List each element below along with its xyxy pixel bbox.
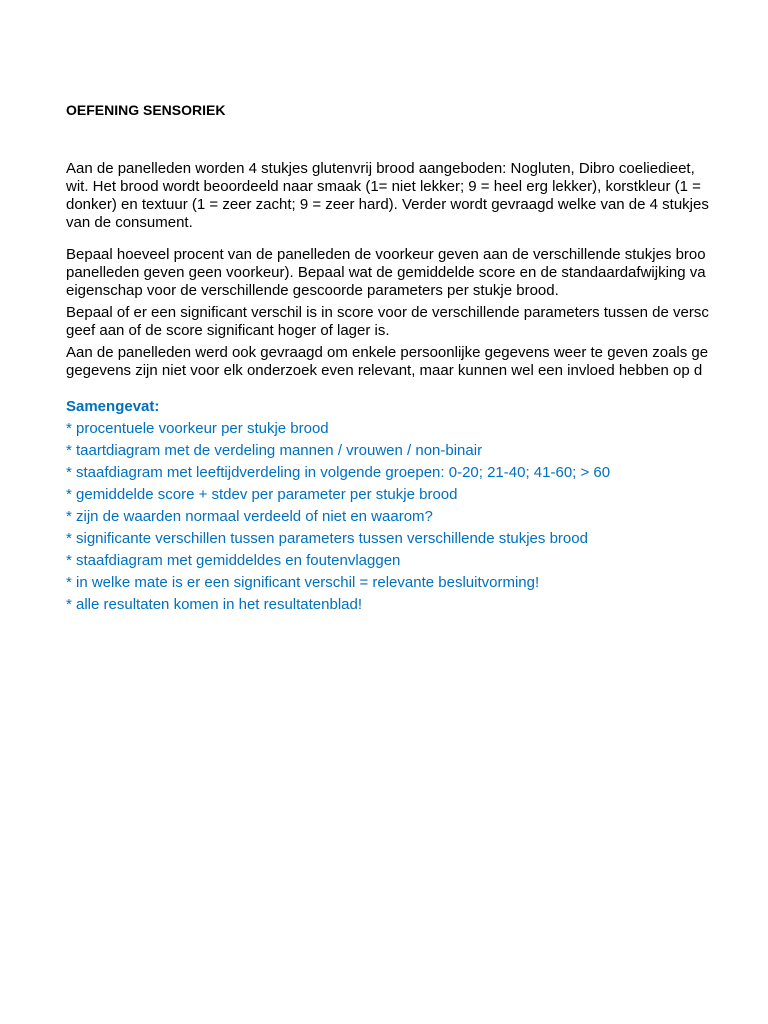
summary-list — [66, 418, 768, 616]
paragraph-line: van de consument. — [66, 214, 193, 231]
document-content — [66, 100, 768, 616]
summary-item: * zijn de waarden normaal verdeeld of niet en waarom? — [66, 508, 433, 525]
summary-item: * gemiddelde score + stdev per parameter per stukje brood — [66, 486, 458, 503]
summary-item: * alle resultaten komen in het resultatenblad! — [66, 596, 363, 613]
paragraph-line: gegevens zijn niet voor elk onderzoek even relevant, maar kunnen wel een invloed hebben op d — [66, 362, 703, 379]
summary-item: * in welke mate is er een significant verschil = relevante besluitvorming! — [66, 574, 540, 591]
preference-paragraph — [66, 246, 768, 300]
paragraph-line: panelleden geven geen voorkeur). Bepaal wat de gemiddelde score en de standaardafwijking va — [66, 264, 706, 281]
significance-paragraph — [66, 304, 768, 340]
paragraph-line: donker) en textuur (1 = zeer zacht; 9 = zeer hard). Verder wordt gevraagd welke van de 4 stukjes — [66, 196, 709, 213]
summary-item: * taartdiagram met de verdeling mannen / vrouwen / non-binair — [66, 442, 483, 459]
paragraph-line: Bepaal hoeveel procent van de panelleden de voorkeur geven aan de verschillende stukjes broo — [66, 246, 706, 263]
summary-item: * staafdiagram met leeftijdverdeling in volgende groepen: 0-20; 21-40; 41-60; > 60 — [66, 464, 611, 481]
intro-paragraph — [66, 160, 768, 232]
document-title: OEFENING SENSORIEK — [66, 102, 226, 118]
paragraph-line: Aan de panelleden worden 4 stukjes glutenvrij brood aangeboden: Nogluten, Dibro coeliedieet, — [66, 160, 695, 177]
personal-data-paragraph — [66, 344, 768, 380]
summary-item: * staafdiagram met gemiddeldes en foutenvlaggen — [66, 552, 401, 569]
summary-section — [66, 396, 768, 616]
summary-title: Samengevat: — [66, 398, 160, 415]
summary-item: * significante verschillen tussen parameters tussen verschillende stukjes brood — [66, 530, 588, 547]
paragraph-line: wit. Het brood wordt beoordeeld naar smaak (1= niet lekker; 9 = heel erg lekker), korstkleur (1 = — [66, 178, 701, 195]
summary-item: * procentuele voorkeur per stukje brood — [66, 420, 329, 437]
paragraph-line: eigenschap voor de verschillende gescoorde parameters per stukje brood. — [66, 282, 559, 299]
paragraph-line: geef aan of de score significant hoger of lager is. — [66, 322, 390, 339]
paragraph-line: Bepaal of er een significant verschil is in score voor de verschillende parameters tussen de versc — [66, 304, 709, 321]
paragraph-line: Aan de panelleden werd ook gevraagd om enkele persoonlijke gegevens weer te geven zoals ge — [66, 344, 709, 361]
